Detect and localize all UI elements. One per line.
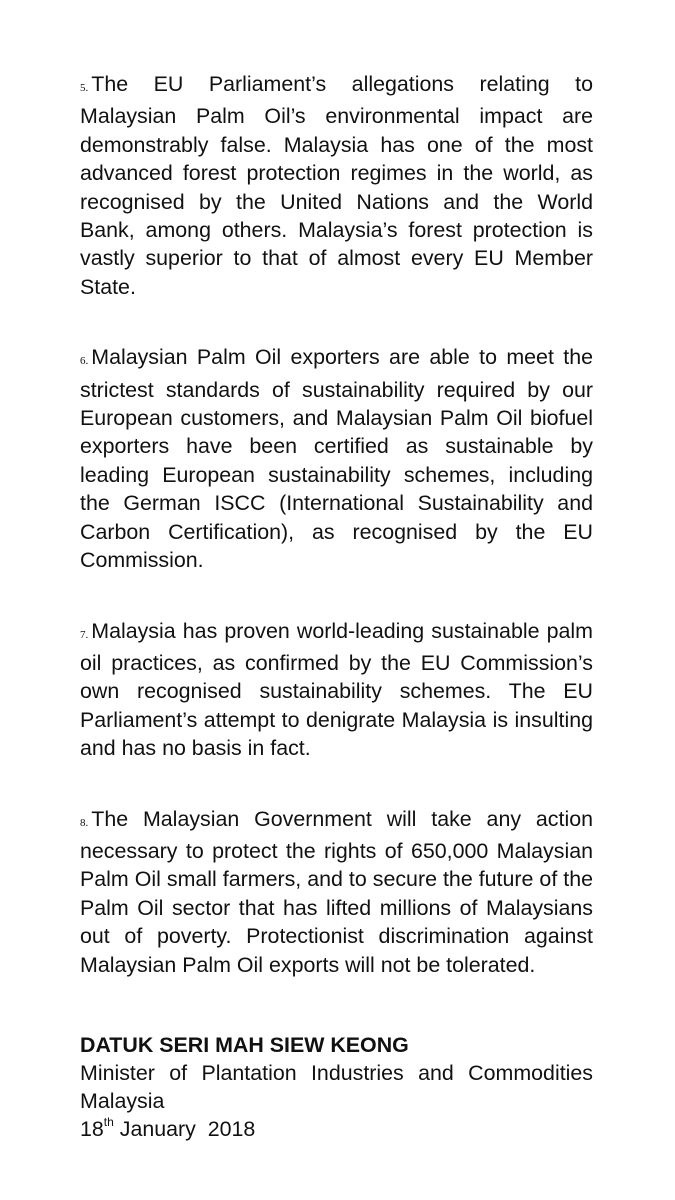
signatory-title: Minister of Plantation Industries and Commodities Malaysia	[80, 1060, 593, 1113]
paragraph-6	[80, 343, 593, 574]
statement-date	[80, 1115, 593, 1143]
date-day: 18	[80, 1116, 104, 1141]
paragraph-text: Malaysian Palm Oil exporters are able to meet the strictest standards of sustainability required by our European customers, and Malaysian Palm Oil biofuel exporters have been certified as sustainable by leading European sustainability schemes, including the German ISCC (International Sustainability and Carbon Certification), as recognised by the EU Commission.	[80, 345, 593, 573]
paragraph-number: 6.	[80, 355, 89, 368]
paragraph-text: Malaysia has proven world-leading sustainable palm oil practices, as confirmed by the EU Commission’s own recognised sustainability schemes. The EU Parliament’s attempt to denigrate Malaysia is insulting and has no basis in fact.	[80, 618, 593, 761]
paragraph-8	[80, 805, 593, 979]
statement-document	[80, 70, 593, 1143]
paragraph-text: The EU Parliament’s allegations relating to Malaysian Palm Oil’s environmental impact are demonstrably false. Malaysia has one of the most advanced forest protection regimes in the world, as recognised by the United Nations and the World Bank, among others. Malaysia’s forest protection is vastly superior to that of almost every EU Member State.	[80, 72, 593, 299]
signatory-name: DATUK SERI MAH SIEW KEONG	[80, 1032, 409, 1057]
paragraph-number: 7.	[80, 628, 89, 641]
signature-block	[80, 1031, 593, 1143]
paragraph-number: 5.	[80, 82, 89, 94]
paragraph-text: The Malaysian Government will take any action necessary to protect the rights of 650,000 Malaysian Palm Oil small farmers, and to secure the future of the Palm Oil sector that has lifted millions of Malaysians out of poverty. Protectionist discrimination against Malaysian Palm Oil exports will not be tolerated.	[80, 806, 593, 977]
date-ordinal-suffix: th	[103, 1114, 114, 1129]
paragraph-number: 8.	[80, 816, 89, 829]
paragraph-5	[80, 70, 593, 301]
paragraph-7	[80, 617, 593, 763]
date-month-year: January 2018	[113, 1116, 256, 1141]
